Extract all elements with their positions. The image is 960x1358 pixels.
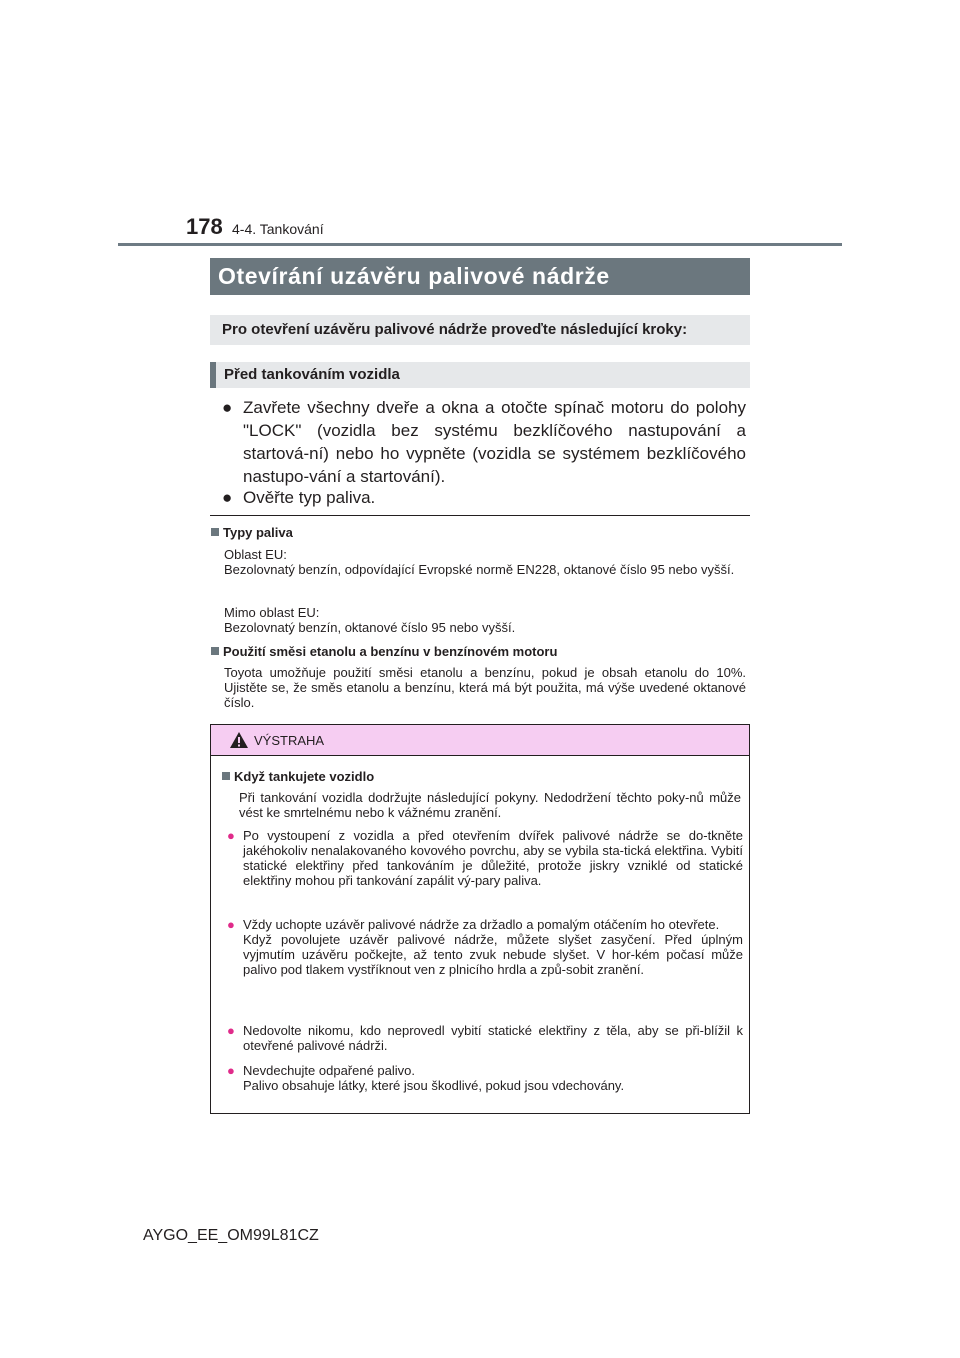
warning-header: [211, 725, 749, 756]
header-rule: [118, 243, 842, 246]
subheading-accent: [210, 362, 216, 388]
warning-bullet: [227, 828, 743, 888]
ethanol-paragraph: Toyota umožňuje použití směsi etanolu a benzínu, pokud je obsah etanolu do 10%. Ujistěte se, že směs etanolu a benzínu, která má být použita, má výše uvedené oktanové číslo.: [224, 665, 746, 710]
warning-bullet-text: Nedovolte nikomu, kdo neprovedl vybití statické elektřiny z těla, aby se při-blížil k otevřené palivové nádrži.: [243, 1023, 743, 1053]
divider: [210, 515, 750, 516]
warning-bullet: [227, 1023, 743, 1053]
warning-heading: [222, 769, 374, 784]
ethanol-heading: [211, 644, 557, 659]
subheading-box: [210, 362, 750, 388]
bullet-icon: ●: [227, 917, 235, 932]
fuel-non-eu-paragraph: [224, 605, 746, 635]
bullet-icon: ●: [227, 1023, 235, 1038]
bullet-icon: ●: [222, 398, 233, 417]
fuel-eu-label: Oblast EU:: [224, 547, 287, 562]
warning-bullet-text: [243, 1063, 743, 1093]
fuel-types-heading-text: Typy paliva: [223, 525, 293, 540]
fuel-non-eu-label: Mimo oblast EU:: [224, 605, 320, 620]
bullet-icon: ●: [227, 1063, 235, 1078]
warning-bullet-line: Palivo obsahuje látky, které jsou škodlivé, pokud jsou vdechovány.: [243, 1078, 625, 1093]
warning-bullet-line: Nevdechujte odpařené palivo.: [243, 1063, 416, 1078]
intro-box: [210, 315, 750, 345]
warning-title: VÝSTRAHA: [254, 733, 325, 748]
intro-text: Pro otevření uzávěru palivové nádrže proveďte následující kroky:: [222, 321, 688, 338]
section-label: 4-4. Tankování: [232, 221, 324, 237]
square-bullet-icon: [222, 772, 230, 780]
fuel-eu-text: Bezolovnatý benzín, odpovídající Evropské normě EN228, oktanové číslo 95 nebo vyšší.: [224, 562, 735, 577]
fuel-non-eu-text: Bezolovnatý benzín, oktanové číslo 95 nebo vyšší.: [224, 620, 516, 635]
square-bullet-icon: [211, 647, 219, 655]
step-text: Ověřte typ paliva.: [243, 488, 376, 507]
square-bullet-icon: [211, 528, 219, 536]
fuel-types-heading: [211, 525, 293, 540]
warning-intro: Při tankování vozidla dodržujte následující pokyny. Nedodržení těchto poky-nů může vést ke smrtelnému nebo k vážnému zranění.: [239, 790, 741, 820]
footer-code: AYGO_EE_OM99L81CZ: [143, 1227, 319, 1244]
ethanol-heading-text: Použití směsi etanolu a benzínu v benzínovém motoru: [223, 644, 558, 659]
bullet-icon: ●: [222, 488, 233, 507]
warning-heading-text: Když tankujete vozidlo: [234, 769, 375, 784]
step-item: [222, 486, 746, 509]
step-item: [222, 396, 746, 488]
warning-bullet-text: Po vystoupení z vozidla a před otevřením dvířek palivové nádrže se do-tkněte jakéhokoliv nenalakovaného kovového povrchu, aby se vybila sta-tická elektřina. Vybití statické elektřiny před tankováním je důležité, protože jiskry vzniklé od statické elektřiny mohou při tankování zapálit vý-pary paliva.: [243, 828, 743, 888]
warning-bullet: [227, 917, 743, 977]
warning-bullet-line: Když povolujete uzávěr palivové nádrže, můžete slyšet zasyčení. Před úplným vyjmutím uzávěru počkejte, až tento zvuk nebude slyšet. V hor-kém počasí může palivo pod tlakem vystříknout ven z plnicího hrdla a způ-sobit zranění.: [243, 932, 743, 977]
fuel-eu-paragraph: [224, 547, 746, 577]
warning-box: [210, 724, 750, 1114]
title-bar: [210, 258, 750, 295]
warning-bullet-line: Vždy uchopte uzávěr palivové nádrže za držadlo a pomalým otáčením ho otevřete.: [243, 917, 720, 932]
subheading-text: Před tankováním vozidla: [224, 366, 400, 383]
step-text: Zavřete všechny dveře a okna a otočte spínač motoru do polohy "LOCK" (vozidla bez systému bezklíčového nastupování a startová-ní) nebo ho vypněte (vozidla se systémem bezklíčového nastupo-vání a startování).: [243, 398, 746, 486]
page-title: Otevírání uzávěru palivové nádrže: [218, 263, 610, 289]
bullet-icon: ●: [227, 828, 235, 843]
page-number: 178: [186, 214, 223, 239]
warning-triangle-icon: [229, 731, 249, 749]
warning-bullet: [227, 1063, 743, 1093]
warning-bullet-text: [243, 917, 743, 977]
